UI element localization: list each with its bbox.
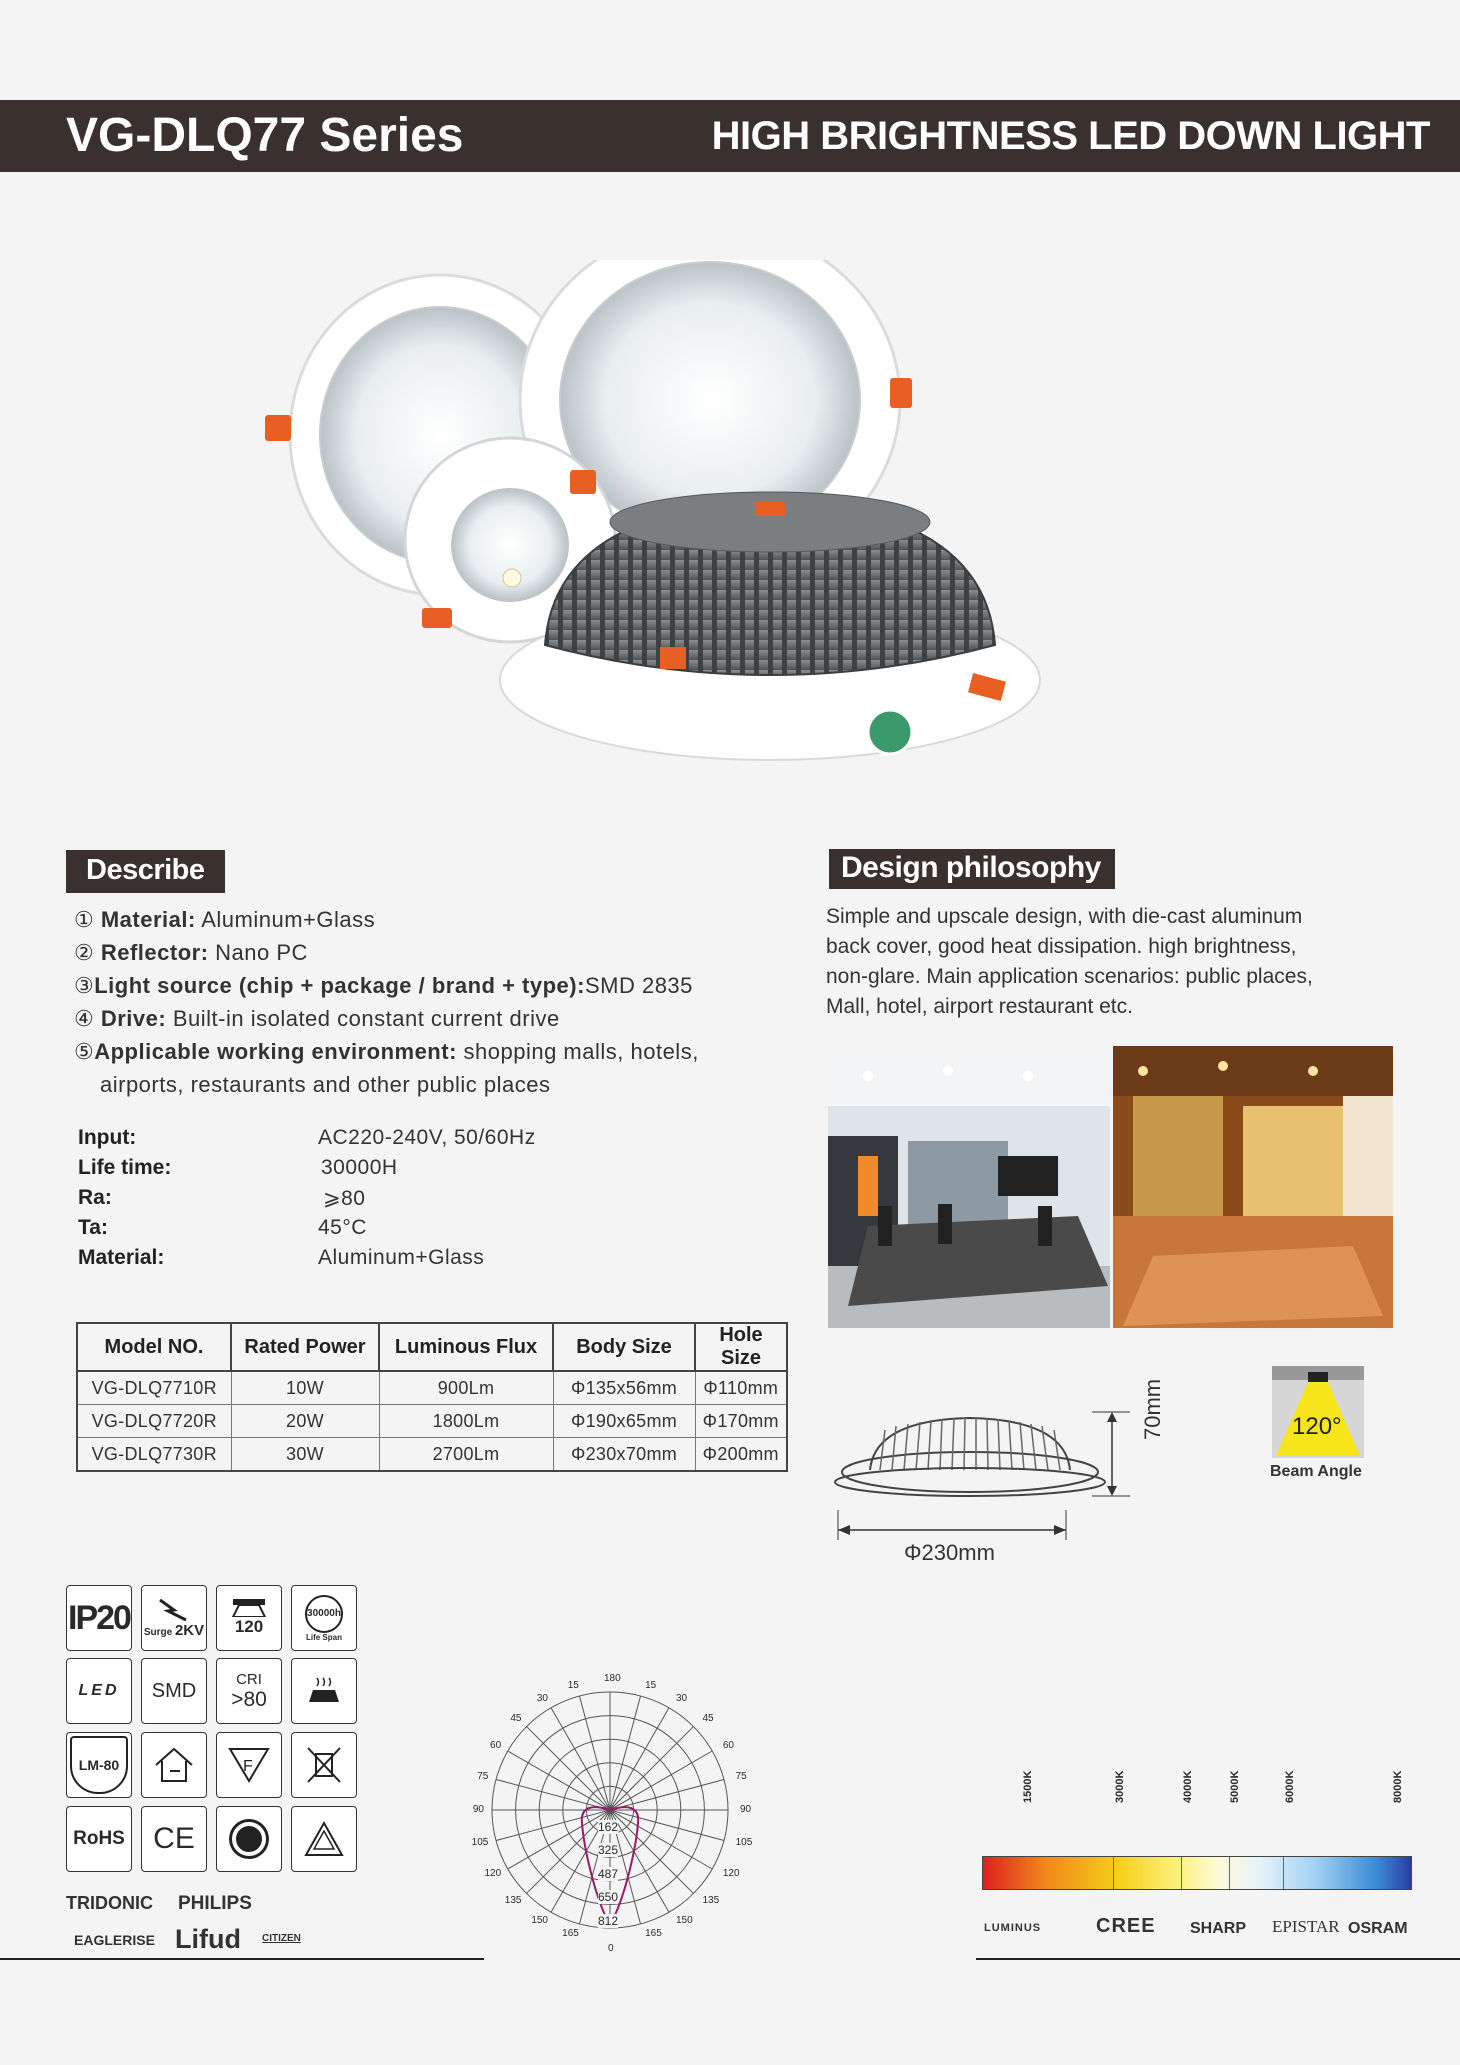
- beam-cone-graphic: [1272, 1366, 1364, 1458]
- lm80-badge: LM-80: [66, 1732, 132, 1798]
- series-title: VG-DLQ77 Series: [66, 109, 464, 162]
- product-tagline: HIGH BRIGHTNESS LED DOWN LIGHT: [711, 114, 1430, 158]
- crossed-bin-icon: [304, 1744, 344, 1786]
- rohs-badge: RoHS: [66, 1806, 132, 1872]
- polar-angle-label: 165: [645, 1927, 662, 1939]
- design-heading: Design philosophy: [829, 849, 1115, 889]
- dimension-drawing: [830, 1400, 1170, 1540]
- spec-row: Ta: 45°C: [78, 1216, 367, 1239]
- polar-angle-label: 30: [676, 1693, 688, 1705]
- tridonic-logo: TRIDONIC: [66, 1893, 153, 1913]
- weee-badge: [291, 1732, 357, 1798]
- describe-item: ① Material: Aluminum+Glass: [74, 907, 376, 932]
- polar-label-bottom: 0: [608, 1943, 614, 1954]
- beam-angle-value: 120°: [1292, 1413, 1342, 1440]
- cct-label: 1500K: [1022, 1770, 1034, 1803]
- polar-angle-label: 60: [722, 1740, 734, 1751]
- design-text: Simple and upscale design, with die-cast aluminum back cover, good heat dissipation. high brightness, non-glare. Main application scenarios: public places, Mall, hotel, airport restaurant etc.: [826, 905, 1313, 1018]
- describe-item: ② Reflector: Nano PC: [74, 940, 308, 965]
- polar-radial-label: 650: [598, 1890, 619, 1905]
- beam-angle-label: Beam Angle: [1270, 1463, 1362, 1480]
- col-header: Luminous Flux: [379, 1323, 553, 1371]
- f-mark-badge: [216, 1732, 282, 1798]
- osram-logo: OSRAM: [1348, 1920, 1408, 1937]
- col-header: Hole Size: [695, 1323, 787, 1371]
- f-mark-icon: [226, 1745, 272, 1785]
- polar-angle-label: 45: [510, 1713, 522, 1725]
- polar-diagram: [460, 1665, 760, 1955]
- beam-angle-icon: [1272, 1366, 1364, 1458]
- cct-label: 6000K: [1284, 1770, 1296, 1803]
- polar-angle-label: 30: [536, 1693, 548, 1705]
- cct-label: 8000K: [1392, 1770, 1404, 1803]
- lifespan-badge: 30000h Life Span: [291, 1585, 357, 1651]
- col-header: Rated Power: [231, 1323, 379, 1371]
- ce-badge: CE: [141, 1806, 207, 1872]
- polar-angle-label: 105: [735, 1837, 753, 1849]
- footer-rule-left: [0, 1958, 484, 1960]
- polar-angle-label: 165: [562, 1927, 579, 1939]
- polar-angle-label: 120: [722, 1868, 740, 1879]
- header-banner: [0, 100, 1460, 172]
- polar-radial-label: 487: [598, 1866, 619, 1881]
- lifud-logo: Lifud: [175, 1924, 241, 1954]
- model-table: [76, 1322, 788, 1472]
- citizen-logo: CITIZEN: [262, 1933, 301, 1944]
- eaglerise-logo: EAGLERISE: [74, 1932, 155, 1948]
- polar-angle-label: 135: [702, 1894, 720, 1906]
- cct-scale: [982, 1770, 1412, 1863]
- heat-badge: [291, 1658, 357, 1724]
- col-header: Body Size: [553, 1323, 695, 1371]
- cri-badge: CRI >80: [216, 1658, 282, 1724]
- spec-row: Ra: ⩾80: [78, 1186, 366, 1210]
- meeting-room-photo: [828, 1046, 1110, 1328]
- polar-label-top: 180: [604, 1673, 621, 1684]
- spec-row: Life time: 30000H: [78, 1156, 398, 1179]
- table-header-row: [77, 1323, 787, 1371]
- height-dimension: 70mm: [1140, 1378, 1165, 1440]
- green-dot-icon: [226, 1816, 272, 1862]
- house-icon: [152, 1745, 196, 1785]
- table-row: VG-DLQ7710R 10W 900Lm Φ135x56mm Φ110mm: [77, 1371, 787, 1405]
- lightning-icon: [154, 1598, 194, 1622]
- indoor-badge: [141, 1732, 207, 1798]
- recycle-icon: [302, 1819, 346, 1859]
- polar-angle-label: 120: [484, 1868, 502, 1879]
- polar-angle-label: 150: [676, 1914, 693, 1926]
- cct-label: 4000K: [1182, 1770, 1194, 1803]
- describe-item: ③Light source (chip + package / brand + type):SMD 2835: [74, 973, 693, 998]
- heat-lamp-icon: [307, 1676, 341, 1706]
- spec-list: [78, 1126, 578, 1276]
- table-row: VG-DLQ7720R 20W 1800Lm Φ190x65mm Φ170mm: [77, 1405, 787, 1438]
- polar-radial-label: 325: [598, 1843, 619, 1858]
- describe-item: ⑤Applicable working environment: shopping malls, hotels,: [74, 1039, 699, 1064]
- svg-text:F: F: [243, 1758, 253, 1775]
- polar-angle-label: 15: [567, 1680, 579, 1692]
- ip20-badge: IP20: [66, 1585, 132, 1651]
- cct-gradient-bar: [982, 1856, 1412, 1890]
- polar-angle-label: 75: [735, 1770, 747, 1782]
- clock-icon: 30000h: [305, 1595, 343, 1633]
- led-badge: LED: [66, 1658, 132, 1724]
- polar-angle-label: 105: [471, 1837, 489, 1849]
- polar-angle-label: 90: [740, 1804, 752, 1815]
- green-dot-badge: [216, 1806, 282, 1872]
- polar-angle-label: 75: [477, 1770, 489, 1782]
- cct-label: 3000K: [1114, 1770, 1126, 1803]
- polar-angle-label: 60: [490, 1740, 502, 1751]
- polar-angle-label: 150: [531, 1914, 548, 1926]
- lamp-icon: [229, 1599, 269, 1617]
- describe-list: [74, 903, 774, 1101]
- epistar-logo: EPISTAR: [1272, 1917, 1340, 1936]
- angle-badge: 120: [216, 1585, 282, 1651]
- spec-row: Material: Aluminum+Glass: [78, 1246, 485, 1269]
- polar-angle-label: 135: [504, 1894, 522, 1906]
- smd-badge: SMD: [141, 1658, 207, 1724]
- spec-row: Input: AC220-240V, 50/60Hz: [78, 1126, 536, 1149]
- polar-angle-label: 45: [702, 1713, 714, 1725]
- diameter-dimension: Φ230mm: [904, 1540, 995, 1565]
- polar-angle-label: 90: [472, 1804, 484, 1815]
- cree-logo: CREE: [1096, 1915, 1156, 1937]
- sharp-logo: SHARP: [1190, 1920, 1247, 1937]
- describe-item: ④ Drive: Built-in isolated constant current drive: [74, 1006, 560, 1031]
- polar-grid: [460, 1665, 760, 1955]
- describe-item-continued: airports, restaurants and other public places: [100, 1072, 551, 1097]
- hotel-lobby-photo: [1113, 1046, 1393, 1328]
- polar-radial-label: 812: [598, 1914, 619, 1928]
- surge-badge: Surge 2KV: [141, 1585, 207, 1651]
- describe-heading: Describe: [66, 850, 225, 893]
- philips-logo: PHILIPS: [178, 1893, 252, 1914]
- footer-rule-right: [976, 1958, 1460, 1960]
- cct-label: 5000K: [1229, 1770, 1241, 1803]
- luminus-logo: LUMINUS: [984, 1922, 1042, 1934]
- polar-radial-label: 162: [598, 1819, 619, 1834]
- recycle-badge: [291, 1806, 357, 1872]
- polar-angle-label: 15: [645, 1680, 657, 1692]
- product-hero-image: [250, 260, 1230, 780]
- col-header: Model NO.: [77, 1323, 231, 1371]
- table-row: VG-DLQ7730R 30W 2700Lm Φ230x70mm Φ200mm: [77, 1438, 787, 1472]
